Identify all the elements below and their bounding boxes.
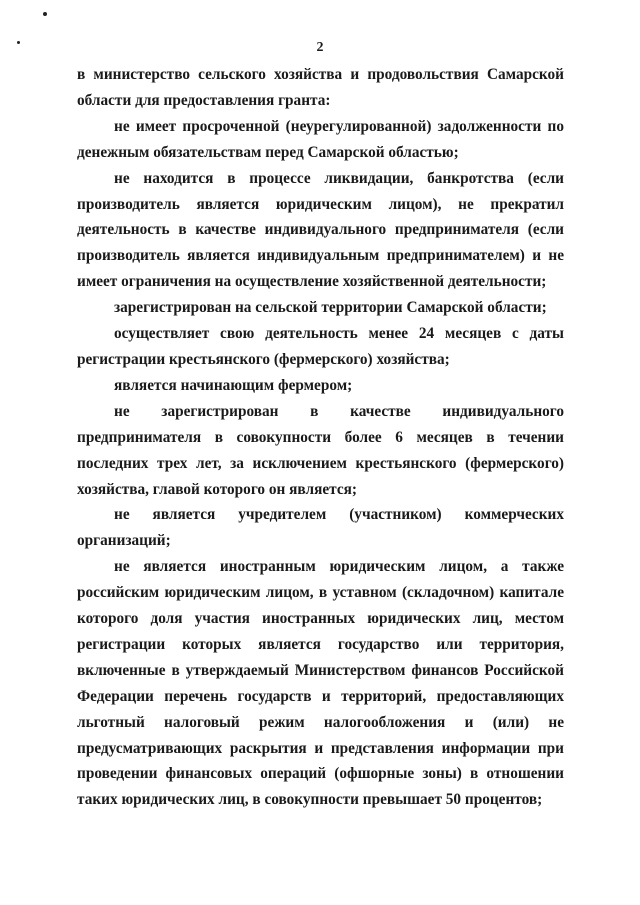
scan-speck	[43, 12, 47, 16]
page-number: 2	[316, 40, 324, 55]
paragraph-beginning-farmer: является начинающим фермером;	[114, 376, 353, 394]
paragraph-continuation: в министерство сельского хозяйства и продовольствия Самарской области для предоставления гранта:	[77, 66, 564, 109]
paragraph-not-foreign-entity: не является иностранным юридическим лицом, а также российским юридическим лицом, в уставном (складочном) капитале которого доля участия иностранных юридических лиц, местом регистрации которых является государство или территория, включенные в утверждаемый Министерством финансов Российской Федерации перечень государств и территорий, предоставляющих льготный налоговый режим налогообложения и (или) не предусматривающих раскрытия и представления информации при проведении финансовых операций (офшорные зоны) в отношении таких юридических лиц, в совокупности превышает 50 процентов;	[77, 558, 564, 809]
paragraph-no-liquidation: не находится в процессе ликвидации, банкротства (если производитель является юридическим лицом), не прекратил деятельность в качестве индивидуального предпринимателя (если производитель является индивидуальным предпринимателем) и не имеет ограничения на осуществление хозяйственной деятельности;	[77, 169, 564, 291]
paragraph-not-entrepreneur: не зарегистрирован в качестве индивидуального предпринимателя в совокупности более 6 месяцев в течении последних трех лет, за исключением крестьянского (фермерского) хозяйства, главой которого он является;	[77, 402, 564, 498]
document-body	[77, 62, 564, 813]
paragraph-registered-rural: зарегистрирован на сельской территории Самарской области;	[114, 299, 547, 317]
paragraph-no-debt: не имеет просроченной (неурегулированной) задолженности по денежным обязательствам перед Самарской областью;	[77, 117, 564, 161]
paragraph-not-founder: не является учредителем (участником) коммерческих организаций;	[77, 506, 564, 550]
paragraph-activity-duration: осуществляет свою деятельность менее 24 месяцев с даты регистрации крестьянского (фермерского) хозяйства;	[77, 325, 564, 368]
